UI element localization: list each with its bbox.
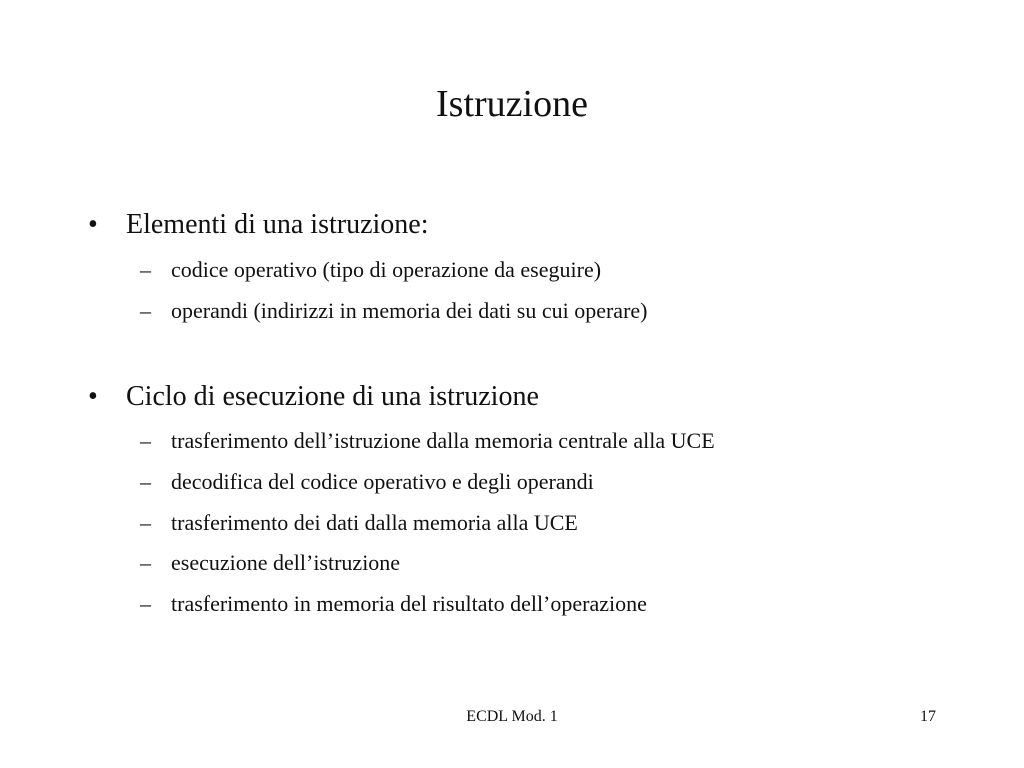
footer-text: ECDL Mod. 1 <box>466 708 558 725</box>
bullet-item <box>88 207 428 243</box>
sub-item <box>140 255 601 285</box>
sub-item <box>140 467 594 497</box>
sub-item-text: trasferimento in memoria del risultato dell’operazione <box>171 591 647 616</box>
slide-title: Istruzione <box>436 83 588 125</box>
sub-item <box>140 508 578 538</box>
sub-mark: – <box>140 591 151 616</box>
bullet-label: Ciclo di esecuzione di una istruzione <box>126 381 539 412</box>
sub-mark: – <box>140 428 151 453</box>
sub-item-text: codice operativo (tipo di operazione da eseguire) <box>171 257 602 282</box>
sub-mark: – <box>140 298 151 323</box>
sub-mark: – <box>140 510 151 535</box>
sub-item <box>140 548 400 578</box>
sub-mark: – <box>140 469 151 494</box>
sub-item-text: trasferimento dell’istruzione dalla memoria centrale alla UCE <box>171 428 715 453</box>
sub-item-text: trasferimento dei dati dalla memoria alla UCE <box>171 510 578 535</box>
sub-mark: – <box>140 257 151 282</box>
sub-item-text: operandi (indirizzi in memoria dei dati su cui operare) <box>171 298 648 323</box>
page-number: 17 <box>920 708 936 725</box>
sub-item <box>140 426 715 456</box>
sub-mark: – <box>140 550 151 575</box>
bullet-mark: • <box>88 381 98 412</box>
sub-item-text: esecuzione dell’istruzione <box>171 550 401 575</box>
sub-item-text: decodifica del codice operativo e degli operandi <box>171 469 594 494</box>
bullet-label: Elementi di una istruzione: <box>126 209 429 240</box>
bullet-item <box>88 379 539 415</box>
bullet-mark: • <box>88 209 98 240</box>
sub-item <box>140 296 647 326</box>
sub-item <box>140 589 647 619</box>
